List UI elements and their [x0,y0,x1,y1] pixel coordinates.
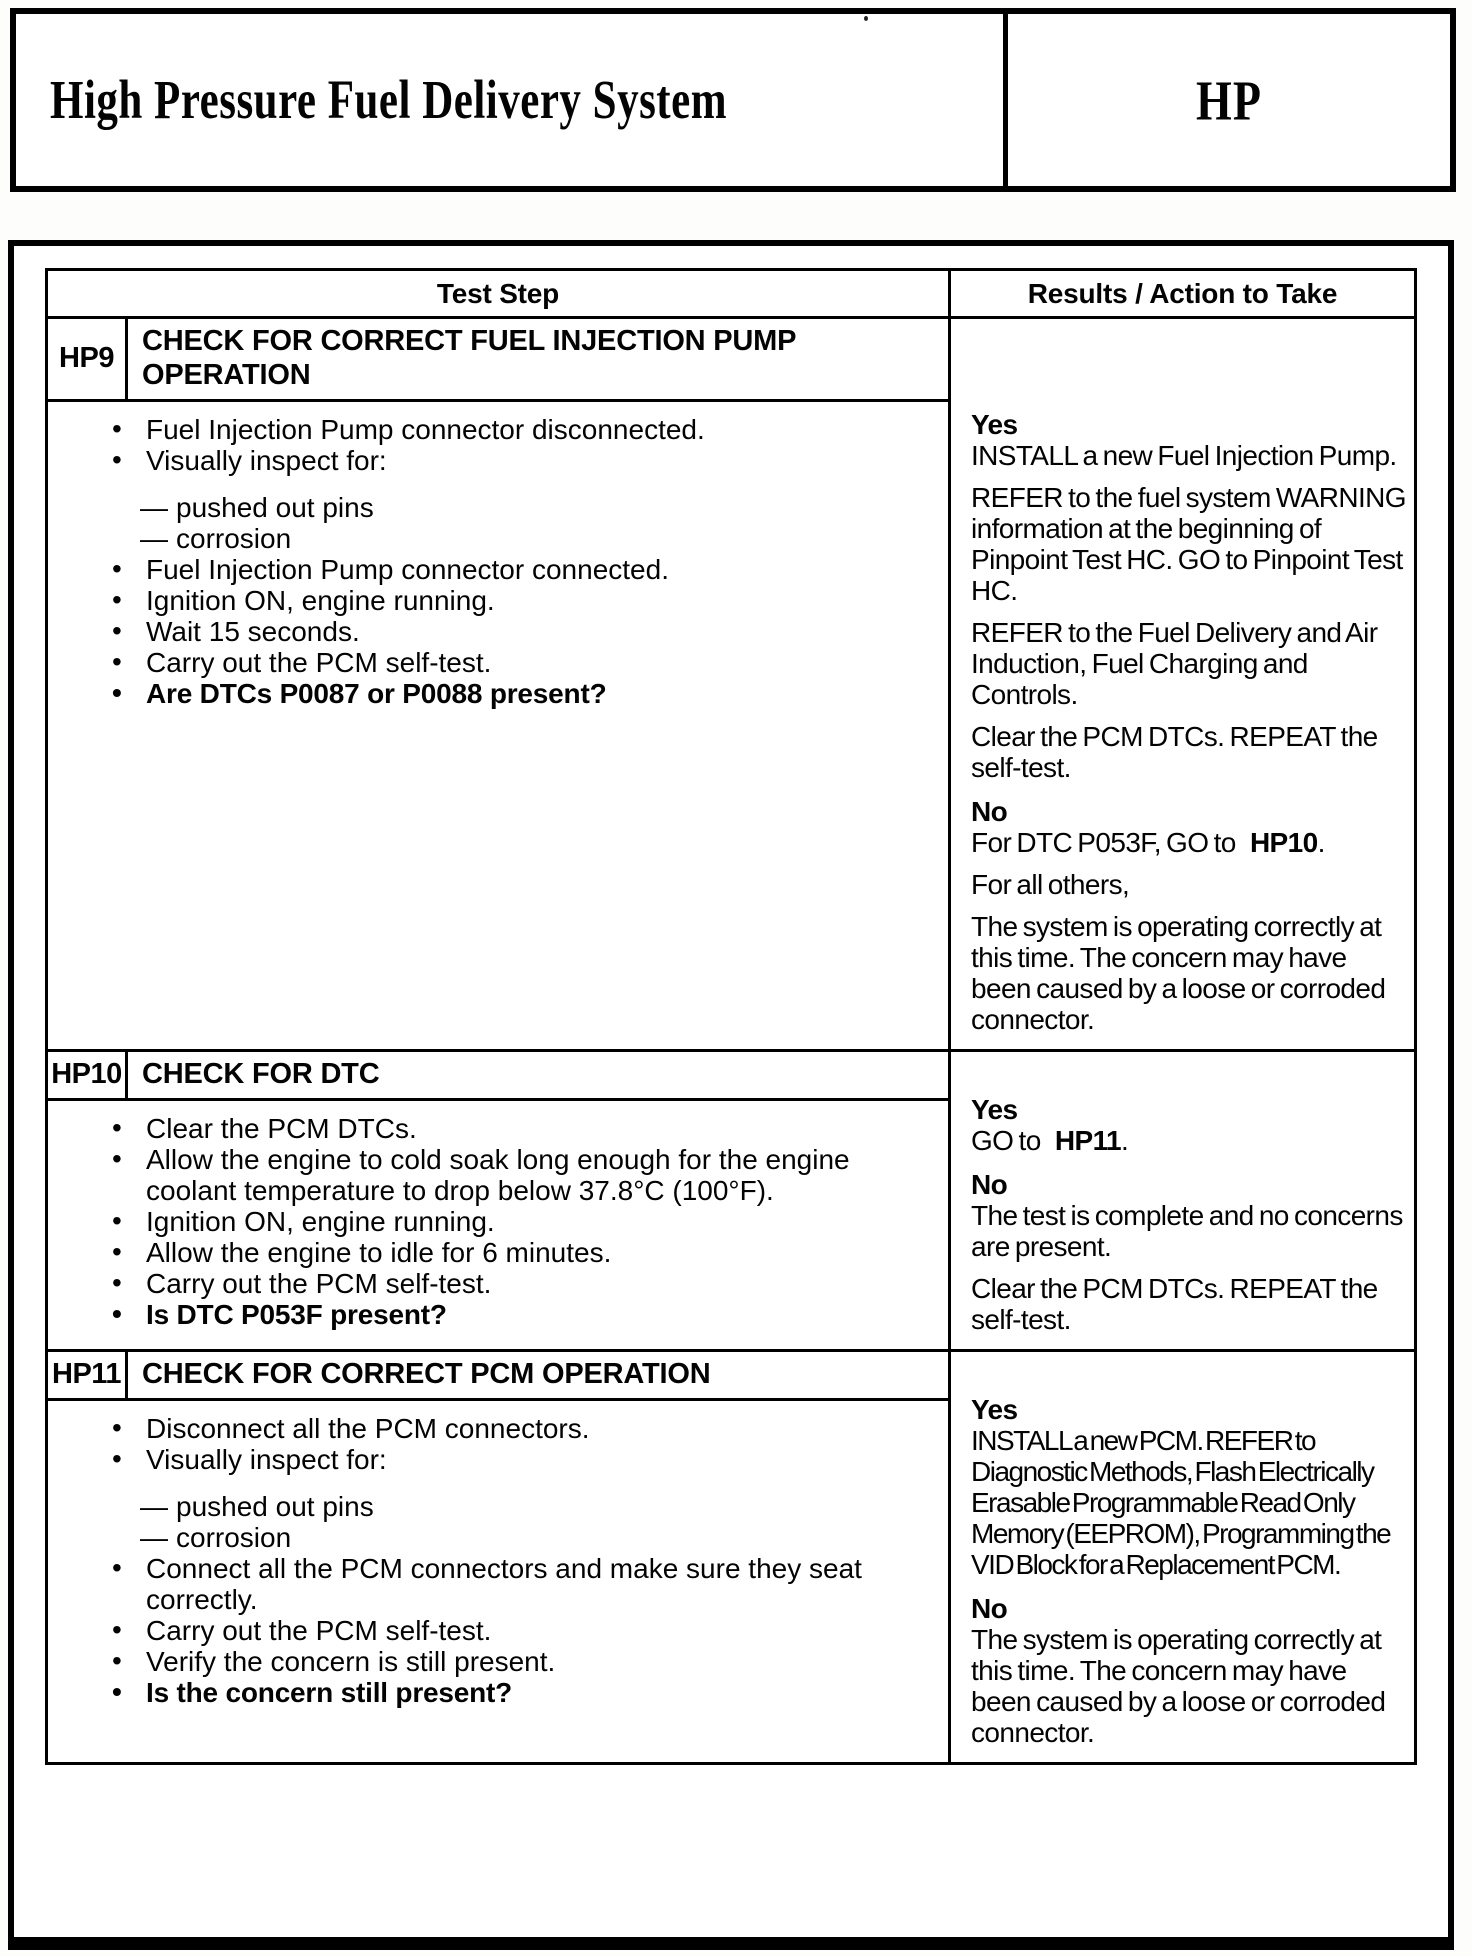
pinpoint-test-code: HP [1196,68,1262,132]
pinpoint-test-table [45,268,1417,1765]
step-item: • Ignition ON, engine running. [48,585,940,616]
header-title-cell [16,14,1008,186]
step-item: • Carry out the PCM self-test. [48,1268,940,1299]
result-yes-label: Yes [971,409,1018,440]
step-item: • Fuel Injection Pump connector connected. [48,554,940,585]
column-header-test-step: Test Step [436,278,560,309]
result-paragraph [971,827,1410,858]
result-paragraph: INSTALL a new Fuel Injection Pump. [971,440,1397,471]
step-question: • Is DTC P053F present? [48,1299,940,1330]
result-paragraph: The system is operating correctly at this time. The concern may have been caused by a loose or corroded connector. [971,911,1386,1035]
test-section-hp9 [48,316,1414,1049]
step-item: • Visually inspect for: [48,1444,940,1475]
step-sub-item: — pushed out pins [48,1491,940,1522]
step-title-row [48,1352,948,1401]
result-paragraph: For all others, [971,869,1130,900]
step-sub-item: — corrosion [48,1522,940,1553]
step-item: • Ignition ON, engine running. [48,1206,940,1237]
result-paragraph: Clear the PCM DTCs. REPEAT the self-test. [971,721,1378,783]
step-item: • Carry out the PCM self-test. [48,647,940,678]
step-title: CHECK FOR DTC [142,1058,380,1090]
result-paragraph: The test is complete and no concerns are present. [971,1200,1403,1262]
step-item: • Allow the engine to cold soak long enough for the engine coolant temperature to drop below 37.8°C (100°F). [48,1144,940,1206]
step-title: CHECK FOR CORRECT FUEL INJECTION PUMP OPERATION [142,325,796,391]
result-no-label: No [971,1169,1008,1200]
step-item: • Allow the engine to idle for 6 minutes. [48,1237,940,1268]
step-title-row [48,319,948,402]
step-item: • Clear the PCM DTCs. [48,1113,940,1144]
test-section-hp10 [48,1049,1414,1349]
test-step-cell [48,1352,948,1762]
table-header-row [48,271,1414,316]
header-code-cell [1008,14,1450,186]
page-title: High Pressure Fuel Delivery System [50,69,728,131]
step-title: CHECK FOR CORRECT PCM OPERATION [142,1358,711,1390]
step-reference: HP11 [1054,1125,1121,1156]
step-item: • Disconnect all the PCM connectors. [48,1413,940,1444]
step-title-row [48,1052,948,1101]
step-item: • Connect all the PCM connectors and make sure they seat correctly. [48,1553,940,1615]
step-sub-item: — pushed out pins [48,492,940,523]
scan-speck [864,16,868,21]
step-list [48,1101,948,1346]
result-text: GO to [971,1125,1046,1156]
result-paragraph: INSTALL a new PCM. REFER to Diagnostic Methods, Flash Electrically Erasable Programmable Read Only Memory (EEPROM), Programming the VID Block for a Replacement PCM. [971,1425,1391,1580]
step-question: • Is the concern still present? [48,1677,940,1708]
result-text: For DTC P053F, GO to [971,827,1241,858]
content-frame [8,240,1454,1950]
result-paragraph: REFER to the Fuel Delivery and Air Induction, Fuel Charging and Controls. [971,617,1378,710]
step-item: • Fuel Injection Pump connector disconnected. [48,414,940,445]
step-id: HP10 [48,1052,128,1098]
result-paragraph: Clear the PCM DTCs. REPEAT the self-test. [971,1273,1378,1335]
column-header-results: Results / Action to Take [948,271,1414,316]
results-cell [948,319,1414,1049]
step-item: • Carry out the PCM self-test. [48,1615,940,1646]
step-list [48,1401,948,1724]
step-reference: HP10 [1249,827,1318,858]
result-paragraph [971,1125,1410,1156]
result-yes-label: Yes [971,1094,1018,1125]
result-no-label: No [971,1593,1008,1624]
step-item: • Visually inspect for: [48,445,940,476]
result-text: . [1317,827,1325,858]
test-section-hp11 [48,1349,1414,1762]
step-id: HP11 [48,1352,128,1398]
step-id: HP9 [48,319,128,399]
result-no-label: No [971,796,1008,827]
result-paragraph: The system is operating correctly at this time. The concern may have been caused by a loose or corroded connector. [971,1624,1386,1748]
result-paragraph: REFER to the fuel system WARNING information at the beginning of Pinpoint Test HC. GO to Pinpoint Test HC. [971,482,1406,606]
step-list [48,402,948,725]
step-item: • Verify the concern is still present. [48,1646,940,1677]
result-yes-label: Yes [971,1394,1018,1425]
test-step-cell [48,319,948,1049]
page-header-banner [10,8,1456,192]
result-text: . [1120,1125,1129,1156]
test-step-cell [48,1052,948,1349]
results-cell [948,1352,1414,1762]
step-question: • Are DTCs P0087 or P0088 present? [48,678,940,709]
step-sub-item: — corrosion [48,523,940,554]
step-item: • Wait 15 seconds. [48,616,940,647]
results-cell [948,1052,1414,1349]
